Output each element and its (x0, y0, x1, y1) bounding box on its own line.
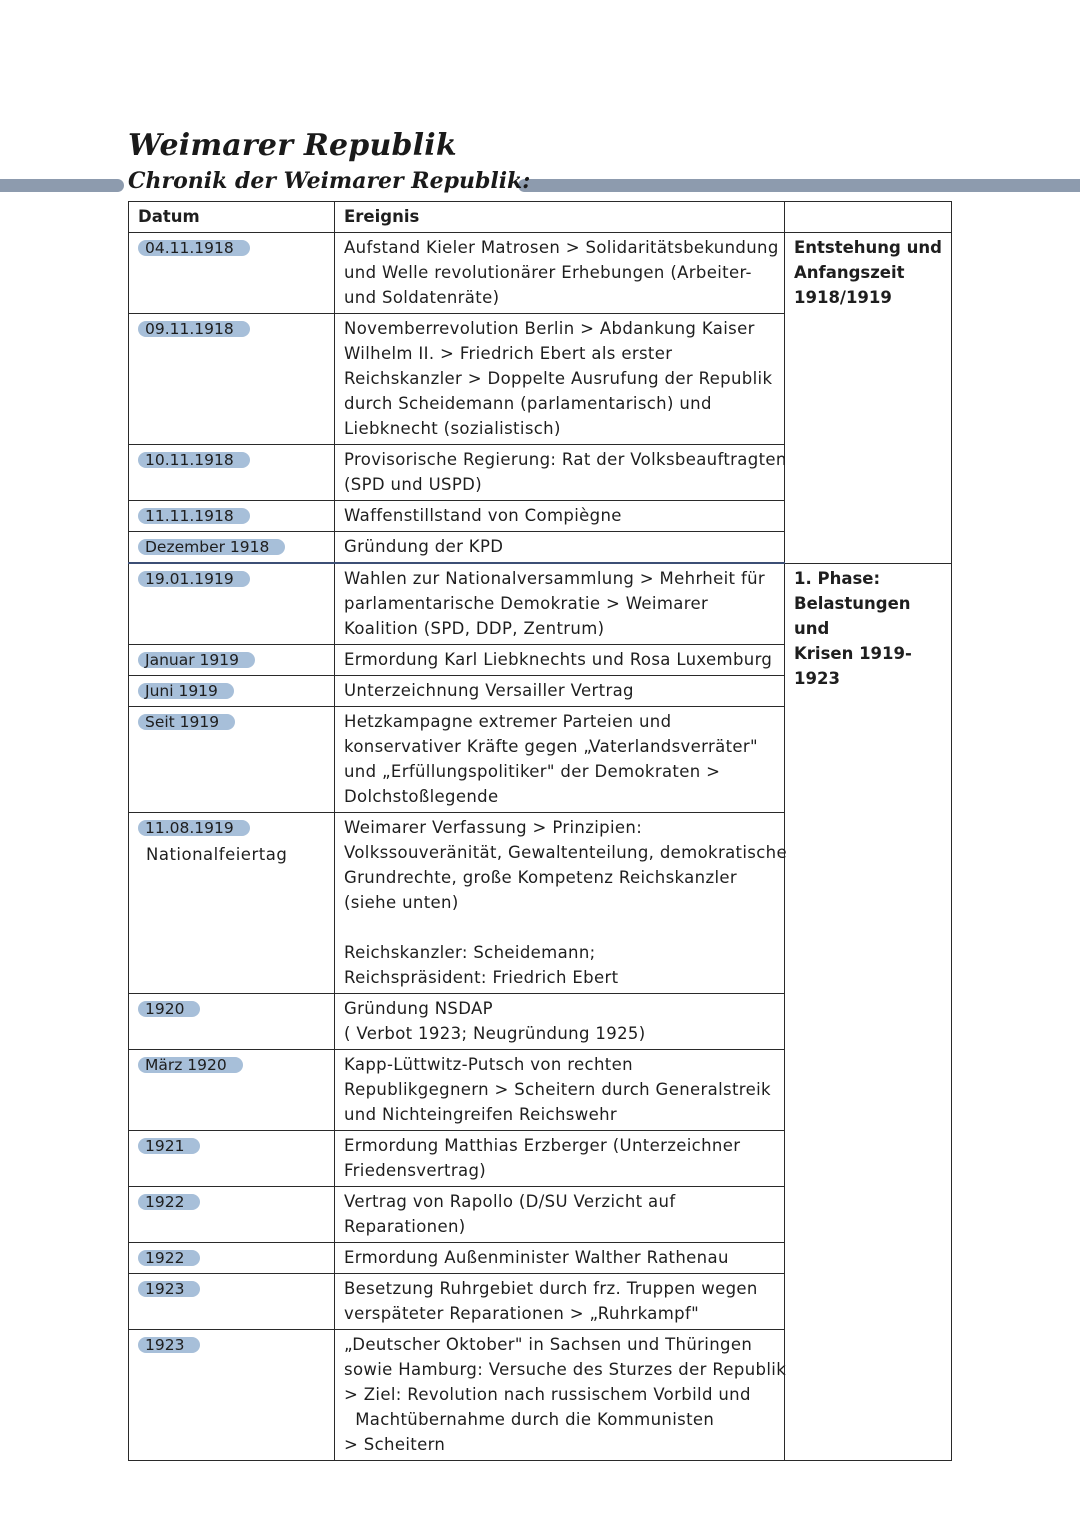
event-line: Waffenstillstand von Compiègne (344, 506, 622, 525)
table-row (129, 563, 952, 645)
event-line: Wahlen zur Nationalversammlung > Mehrheit für (344, 569, 766, 588)
event-line: durch Scheidemann (parlamentarisch) und (344, 394, 712, 413)
date-highlight: 04.11.1918 (138, 240, 250, 256)
date-highlight: Seit 1919 (138, 714, 235, 730)
event-cell (335, 563, 785, 645)
date-highlight: 11.11.1918 (138, 508, 250, 524)
date-cell (129, 1050, 335, 1131)
date-cell (129, 1187, 335, 1243)
event-line: Grundrechte, große Kompetenz Reichskanzler (344, 868, 738, 887)
phase-label-line: Krisen 1919-1923 (794, 643, 912, 688)
date-highlight: 10.11.1918 (138, 452, 250, 468)
date-highlight: 1923 (138, 1337, 200, 1353)
event-cell (335, 532, 785, 564)
event-line: > Ziel: Revolution nach russischem Vorbild und (344, 1385, 751, 1404)
event-line: Reichskanzler: Scheidemann; (344, 943, 596, 962)
date-cell (129, 233, 335, 314)
event-line: Weimarer Verfassung > Prinzipien: (344, 818, 643, 837)
decorative-bar-right (518, 179, 1080, 192)
date-highlight: 1921 (138, 1138, 200, 1154)
phase-label-line: Entstehung und (794, 238, 942, 257)
event-line: Gründung der KPD (344, 537, 504, 556)
event-cell (335, 445, 785, 501)
event-line: Republikgegnern > Scheitern durch Generalstreik (344, 1080, 771, 1099)
date-highlight: 1923 (138, 1281, 200, 1297)
event-line: Wilhelm II. > Friedrich Ebert als erster (344, 344, 673, 363)
date-cell (129, 1274, 335, 1330)
event-line: Vertrag von Rapollo (D/SU Verzicht auf (344, 1192, 676, 1211)
header-event: Ereignis (335, 202, 785, 233)
table-row (129, 233, 952, 314)
event-line: und Soldatenräte) (344, 288, 500, 307)
date-cell (129, 707, 335, 813)
event-line: Provisorische Regierung: Rat der Volksbeauftragten (344, 450, 787, 469)
section-subtitle: Chronik der Weimarer Republik: (128, 168, 531, 194)
table-header-row (129, 202, 952, 233)
event-cell (335, 501, 785, 532)
event-line: Volkssouveränität, Gewaltenteilung, demokratische (344, 843, 787, 862)
event-line: Friedensvertrag) (344, 1161, 487, 1180)
decorative-bar-left (0, 179, 124, 192)
event-cell (335, 1187, 785, 1243)
phase-label-line: 1918/1919 (794, 288, 892, 307)
date-highlight: 1922 (138, 1250, 200, 1266)
phase-cell (785, 233, 952, 564)
chronicle-table-body (129, 202, 952, 1461)
event-line: Unterzeichnung Versailler Vertrag (344, 681, 634, 700)
date-cell (129, 314, 335, 445)
page-title: Weimarer Republik (128, 128, 457, 163)
date-highlight: 11.08.1919 (138, 820, 250, 836)
event-line: „Deutscher Oktober" in Sachsen und Thüringen (344, 1335, 753, 1354)
date-highlight: 09.11.1918 (138, 321, 250, 337)
event-cell (335, 645, 785, 676)
event-cell (335, 233, 785, 314)
event-line: Ermordung Karl Liebknechts und Rosa Luxemburg (344, 650, 773, 669)
event-line: Koalition (SPD, DDP, Zentrum) (344, 619, 605, 638)
date-highlight: Dezember 1918 (138, 539, 285, 555)
event-line: Liebknecht (sozialistisch) (344, 419, 561, 438)
event-line: Machtübernahme durch die Kommunisten (344, 1410, 715, 1429)
chronicle-table (128, 201, 952, 1461)
date-cell (129, 813, 335, 994)
date-highlight: März 1920 (138, 1057, 243, 1073)
event-line: Dolchstoßlegende (344, 787, 499, 806)
event-cell (335, 676, 785, 707)
event-line: Gründung NSDAP (344, 999, 493, 1018)
event-line: parlamentarische Demokratie > Weimarer (344, 594, 709, 613)
event-line: Reichspräsident: Friedrich Ebert (344, 968, 619, 987)
event-cell (335, 1243, 785, 1274)
date-cell (129, 1131, 335, 1187)
event-line: Ermordung Außenminister Walther Rathenau (344, 1248, 729, 1267)
event-line: und Nichteingreifen Reichswehr (344, 1105, 618, 1124)
event-line: Reparationen) (344, 1217, 466, 1236)
event-line: ( Verbot 1923; Neugründung 1925) (344, 1024, 646, 1043)
event-cell (335, 1274, 785, 1330)
event-cell (335, 314, 785, 445)
event-cell (335, 707, 785, 813)
date-highlight: Juni 1919 (138, 683, 234, 699)
event-cell (335, 994, 785, 1050)
header-phase (785, 202, 952, 233)
event-line (344, 915, 776, 940)
event-line: Novemberrevolution Berlin > Abdankung Kaiser (344, 319, 755, 338)
phase-label-line: Anfangszeit (794, 263, 905, 282)
date-highlight: 19.01.1919 (138, 571, 250, 587)
event-line: und Welle revolutionärer Erhebungen (Arbeiter- (344, 263, 752, 282)
phase-label-line: Belastungen und (794, 593, 911, 638)
date-cell (129, 532, 335, 564)
event-line: verspäteter Reparationen > „Ruhrkampf" (344, 1304, 700, 1323)
event-line: Besetzung Ruhrgebiet durch frz. Truppen wegen (344, 1279, 758, 1298)
event-line: > Scheitern (344, 1435, 446, 1454)
event-cell (335, 1330, 785, 1461)
event-line: konservativer Kräfte gegen „Vaterlandsverräter" (344, 737, 758, 756)
event-line: Hetzkampagne extremer Parteien und (344, 712, 672, 731)
date-note: Nationalfeiertag (146, 845, 288, 864)
date-cell (129, 445, 335, 501)
event-cell (335, 813, 785, 994)
event-cell (335, 1131, 785, 1187)
date-highlight: Januar 1919 (138, 652, 255, 668)
event-line: und „Erfüllungspolitiker" der Demokraten > (344, 762, 721, 781)
event-line: (SPD und USPD) (344, 475, 482, 494)
phase-cell (785, 563, 952, 1461)
event-line: (siehe unten) (344, 893, 459, 912)
phase-label-line: 1. Phase: (794, 568, 881, 588)
date-cell (129, 501, 335, 532)
date-cell (129, 994, 335, 1050)
event-line: Ermordung Matthias Erzberger (Unterzeichner (344, 1136, 741, 1155)
date-highlight: 1920 (138, 1001, 200, 1017)
date-highlight: 1922 (138, 1194, 200, 1210)
event-line: Aufstand Kieler Matrosen > Solidaritätsbekundung (344, 238, 779, 257)
date-cell (129, 676, 335, 707)
date-cell (129, 563, 335, 645)
date-cell (129, 1243, 335, 1274)
date-cell (129, 1330, 335, 1461)
date-cell (129, 645, 335, 676)
event-line: Kapp-Lüttwitz-Putsch von rechten (344, 1055, 633, 1074)
header-date: Datum (129, 202, 335, 233)
event-cell (335, 1050, 785, 1131)
event-line: sowie Hamburg: Versuche des Sturzes der Republik (344, 1360, 787, 1379)
event-line: Reichskanzler > Doppelte Ausrufung der Republik (344, 369, 773, 388)
